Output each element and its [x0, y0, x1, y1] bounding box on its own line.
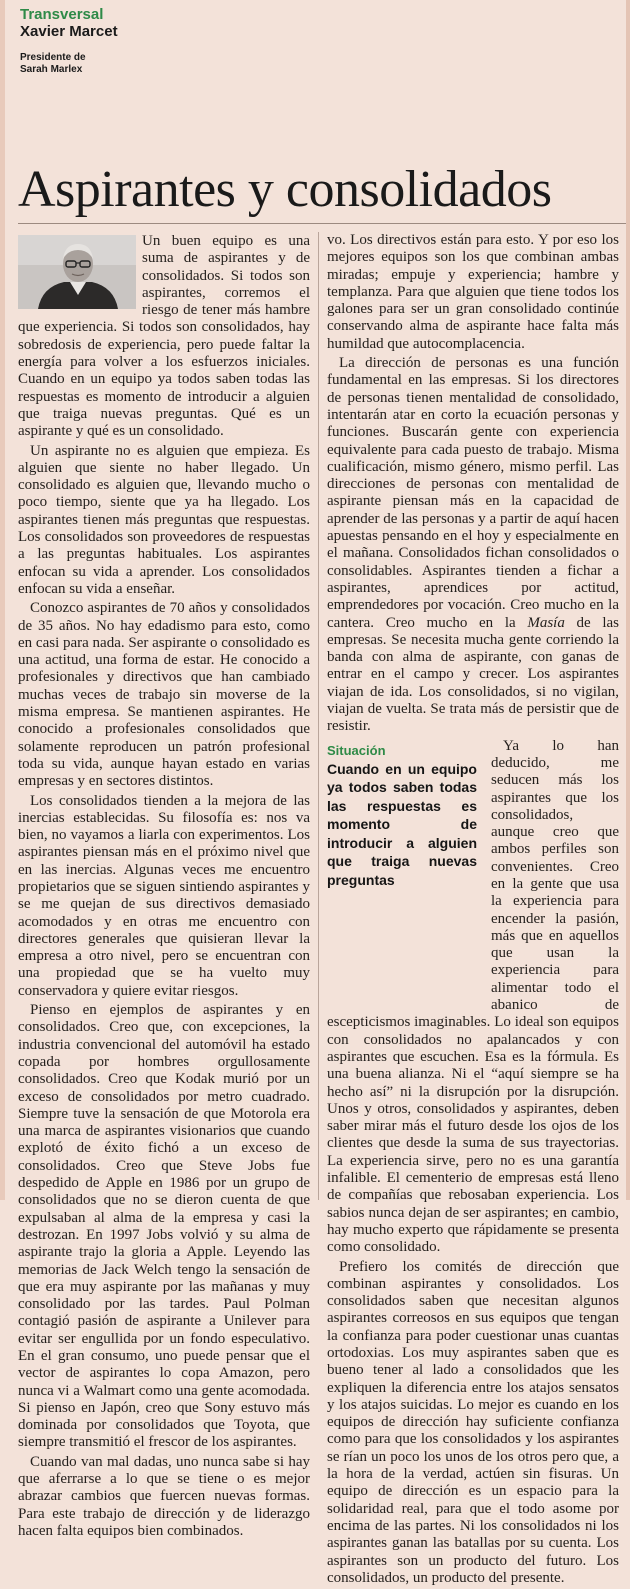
pull-quote-label: Situación — [327, 742, 386, 758]
headline: Aspirantes y consolidados — [18, 161, 552, 218]
author-photo — [18, 235, 136, 309]
author-portrait-image — [18, 235, 136, 309]
article-column-left — [18, 233, 310, 1542]
pull-quote-text: Cuando en un equipo ya todos saben todas las respuestas es momento de introducir a alguien que traiga nuevas preguntas — [327, 760, 477, 888]
column-divider — [318, 232, 319, 1200]
column-header — [20, 6, 118, 76]
article-column-right — [327, 232, 619, 1589]
paragraph: Ya lo han deducido, me seducen más los aspirantes que los consolidados, aunque creo que ambos perfiles son convenientes. Creo en la gente que usa la experiencia para encender la pasión, más que en aquellos que usan la experiencia para alimentar todo el abanico de escepticismos imaginables. Lo ideal son equipos con consolidados no apalancados y con aspirantes que escuchen. Esa es la fórmula. Es una buena alianza. Ni el “aquí siempre se ha hecho así” ni la disrupción por la disrupción. Unos y otros, consolidados y aspirantes, deben saber mirar más el futuro desde los ojos de los clientes que desde la suma de sus trayectorias. La experiencia sirve, pero no es una garantía infalible. El cementerio de empresas está lleno de compañías que rebosaban experiencia. Los sabios nunca dejan de ser aspirantes; en cambio, hay mucho experto que rápidamente se presenta como consolidado. — [327, 737, 619, 1256]
author-name: Xavier Marcet — [20, 23, 118, 40]
author-role-line: Sarah Marlex — [20, 64, 83, 75]
author-role-line: Presidente de — [20, 52, 86, 63]
page-edge-right — [626, 0, 630, 1200]
paragraph: vo. Los directivos están para esto. Y por eso los mejores equipos son los que combinan ambas miradas; empuje y experiencia; hambre y templanza. Para que alguien que tiene todos los galones para ser un gran consolidado continúe conservando alma de aspirante hace falta más humildad que autocomplacencia. — [327, 232, 619, 352]
page-edge-left — [0, 0, 5, 1200]
paragraph: Un buen equipo es una suma de aspirantes y de consolidados. Si todos son aspirantes, corremos el riesgo de tener más hambre que experiencia. Si todos son consolidados, hay sobredosis de experiencia, pero puede faltar la energía para volver a los esfuerzos iniciales. Cuando en un equipo ya todos saben todas las respuestas es momento de introducir a alguien que traiga nuevas preguntas. Qué es un aspirante y qué es un consolidado. — [18, 233, 310, 440]
paragraph: Pienso en ejemplos de aspirantes y en consolidados. Creo que, con excepciones, la industria convencional del automóvil ha estado copada por hombres orgullosamente consolidados. Creo que Kodak murió por un exceso de consolidados por metro cuadrado. Siempre tuve la sensación de que Motorola era una marca de aspirantes visionarios que cuando explotó de éxito fichó a un exceso de consolidados. Creo que Steve Jobs fue despedido de Apple en 1986 por un grupo de consolidados que no se dieron cuenta de que expulsaban al alma de la empresa y casi la destrozan. En 1997 Jobs volvió y su alma de aspirante trajo la gloria a Apple. Leyendo las memorias de Jack Welch tengo la sensación de que era muy aspirante por las mañanas y muy consolidado por las tardes. Paul Polman contagió pasión de aspirante a Unilever para evitar ser engullida por un fondo especulativo. En el gran consumo, uno puede pensar que el vector de aspirantes lo copa Amazon, pero nunca vi a Walmart como una gente acomodada. Si pienso en Japón, creo que Sony estuvo más dominada por consolidados que Toyota, que siempre transmitió el frescor de los aspirantes. — [18, 1002, 310, 1451]
paragraph — [327, 355, 619, 736]
headline-rule — [18, 223, 626, 224]
pull-quote-box — [327, 743, 477, 998]
paragraph: Los consolidados tienden a la mejora de las inercias establecidas. Su filosofía es: nos va bien, no vayamos a liarla con experimentos. Los aspirantes piensan más en el próximo nivel que en las inercias. Algunas veces me encuentro propietarios que se siguen sintiendo aspirantes y se me quejan de sus directivos demasiado acomodados y en otras me encuentro con directores generales que quisieran llevar la empresa a otro nivel, pero se encuentran con una propiedad que se ha vuelto muy conservadora y quiere evitar riesgos. — [18, 792, 310, 999]
section-label: Transversal — [20, 6, 104, 23]
paragraph: Prefiero los comités de dirección que combinan aspirantes y consolidados. Los consolidados saben que necesitan algunos aspirantes correosos en sus equipos que tengan la confianza para poder cuestionar unas cuantas ortodoxias. Los muy aspirantes saben que es bueno tener al lado a consolidados que les expliquen la diferencia entre los atajos sensatos y los atajos suicidas. Lo mejor es cuando en los equipos de dirección hay suficiente confianza como para que los consolidados y los aspirantes se rían un poco los unos de los otros pero que, a la hora de la verdad, actúen sin fisuras. Un equipo de dirección es un espacio para la solidaridad real, para que el todo asome por encima de las partes. Ni los consolidados ni los aspirantes ganan las batallas por su cuenta. Los aspirantes son un producto del futuro. Los consolidados, un producto del presente. — [327, 1258, 619, 1586]
author-role — [20, 52, 118, 76]
paragraph-text: de las empresas. Se necesita mucha gente corriendo la banda con alma de aspirante, con ganas de entrar en el campo y crecer. Los aspirantes viajan de ida. Los consolidados, si no vigilan, viajan de vuelta. Se trata más de persistir que de resistir. — [327, 614, 620, 735]
paragraph: Cuando van mal dadas, uno nunca sabe si hay que aferrarse a lo que se tiene o es mejor abrazar cambios que fuercen nuevas formas. Para este trabajo de dirección y de liderazgo hacen falta equipos bien combinados. — [18, 1453, 310, 1539]
paragraph: Un aspirante no es alguien que empieza. Es alguien que siente no haber llegado. Un consolidado es alguien que, llevando mucho o poco tiempo, siente que ya ha llegado. Los aspirantes tienen más preguntas que respuestas. Los consolidados son proveedores de respuestas a las preguntas habituales. Los aspirantes enfocan su vida a aprender. Los consolidados enfocan su vida a enseñar. — [18, 442, 310, 597]
emphasis-term: Masía — [527, 614, 565, 631]
paragraph-text: La dirección de personas es una función fundamental en las empresas. Si los directores de personas tienen mentalidad de consolidado, intentarán atar en corto la ecuación personas y funciones. Buscarán gente con experiencia equivalente para cada puesto de trabajo. Misma cualificación, mismo género, mismo perfil. Las direcciones de personas con mentalidad de aspirante piensan más en la capacidad de aprender de las personas y a partir de aquí hacen apuestas pensando en el hoy y especialmente en el mañana. Consolidados fichan consolidados o consolidables. Aspirantes tienden a fichar a aspirantes, aprendices por actitud, emprendedores por vocación. Creo mucho en la cantera. Creo mucho en la — [327, 355, 619, 631]
paragraph: Conozco aspirantes de 70 años y consolidados de 35 años. No hay edadismo para esto, como en casi para nada. Ser aspirante o consolidado es una actitud, una forma de estar. He conocido a profesionales y directivos que han cambiado muchas veces de trabajo sin moverse de la misma empresa. Se mantienen aspirantes. He conocido a profesionales consolidados que solamente reproducen un patrón profesional toda su vida, aunque hayan estado en varias empresas y en sectores distintos. — [18, 600, 310, 790]
